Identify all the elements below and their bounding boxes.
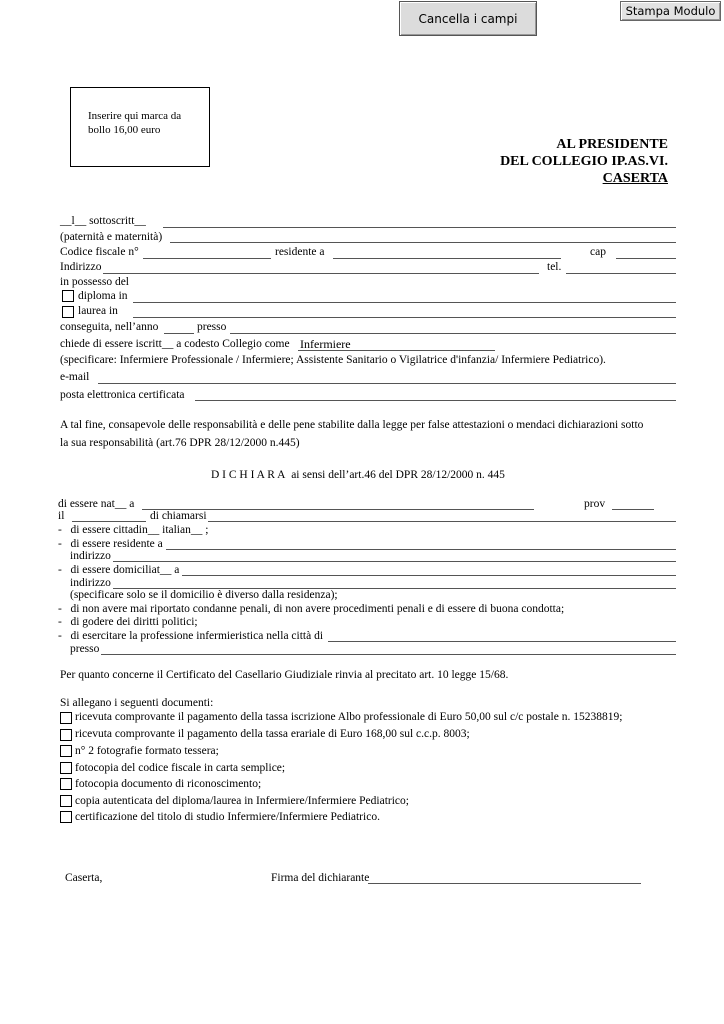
field-data-nascita[interactable] — [72, 521, 146, 522]
dichiara-word: D I C H I A R A — [211, 469, 286, 481]
decl-diritti: - di godere dei diritti politici; — [58, 616, 198, 628]
label-presso: presso — [197, 321, 227, 333]
header-line-3: CASERTA — [602, 171, 668, 186]
field-decl-indirizzo[interactable] — [113, 561, 676, 562]
allegato-item-3: n° 2 fotografie formato tessera; — [75, 745, 219, 757]
label-paternita: (paternità e maternità) — [60, 231, 163, 243]
allegati-title: Si allegano i seguenti documenti: — [60, 697, 214, 709]
footer-place: Caserta, — [65, 872, 103, 884]
field-domicilio[interactable] — [182, 575, 676, 576]
label-chiamarsi: di chiamarsi — [150, 510, 207, 522]
label-diploma: diploma in — [78, 290, 128, 302]
recipient-header — [500, 136, 668, 187]
field-presso[interactable] — [230, 333, 676, 334]
label-residente: residente a — [275, 246, 325, 258]
label-il: il — [58, 510, 65, 522]
label-nato: di essere nat__ a — [58, 498, 135, 510]
field-residente[interactable] — [333, 258, 561, 259]
label-chiede: chiede di essere iscritt__ a codesto Collegio come — [60, 338, 290, 350]
label-indirizzo: Indirizzo — [60, 261, 102, 273]
label-sottoscritto: __l__ sottoscritt__ — [60, 215, 146, 227]
casellario-text: Per quanto concerne il Certificato del Casellario Giudiziale rinvia al precitato art. 10 legge 15/68. — [60, 669, 509, 681]
label-in-possesso: in possesso del — [60, 276, 129, 288]
label-esercitare: di esercitare la professione infermieristica nella città di — [70, 630, 324, 642]
label-diritti: di godere dei diritti politici; — [70, 616, 198, 628]
field-prov[interactable] — [612, 509, 654, 510]
allegato-checkbox-5[interactable] — [60, 778, 72, 790]
field-firma[interactable] — [368, 883, 641, 884]
label-cittadin: di essere cittadin__ italian__ ; — [70, 524, 209, 536]
field-indirizzo[interactable] — [103, 273, 539, 274]
label-condanne: di non avere mai riportato condanne penali, di non avere procedimenti penali e di essere di buona condotta; — [70, 603, 565, 615]
label-specificare: (specificare: Infermiere Professionale / Infermiere; Assistente Sanitario o Vigilatrice d'infanzia/ Infermiere Pediatrico). — [60, 354, 606, 366]
allegato-item-1: ricevuta comprovante il pagamento della tassa iscrizione Albo professionale di Euro 50,00 sul c/c postale n. 15238819; — [75, 711, 623, 723]
allegato-checkbox-2[interactable] — [60, 729, 72, 741]
label-specificare-dom: (specificare solo se il domicilio è diverso dalla residenza); — [70, 589, 338, 601]
label-cap: cap — [590, 246, 606, 258]
field-iscrizione-value[interactable]: Infermiere — [300, 337, 351, 351]
allegato-checkbox-7[interactable] — [60, 811, 72, 823]
label-conseguita: conseguita, nell’anno — [60, 321, 159, 333]
field-iscrizione[interactable] — [298, 350, 495, 351]
allegato-checkbox-3[interactable] — [60, 745, 72, 757]
header-line-2: DEL COLLEGIO IP.AS.VI. — [500, 154, 668, 169]
footer-firma-label: Firma del dichiarante — [271, 872, 370, 884]
field-tel[interactable] — [566, 273, 676, 274]
field-paternita[interactable] — [170, 242, 676, 243]
print-form-button[interactable]: Stampa Modulo — [620, 1, 721, 21]
label-email: e-mail — [60, 371, 90, 383]
intro-line-2: la sua responsabilità (art.76 DPR 28/12/2000 n.445) — [60, 437, 300, 449]
field-laurea[interactable] — [133, 317, 676, 318]
label-decl-indirizzo: indirizzo — [70, 550, 111, 562]
stamp-box-text: Inserire qui marca da bollo 16,00 euro — [88, 110, 182, 136]
allegato-item-5: fotocopia documento di riconoscimento; — [75, 778, 262, 790]
decl-domicilio: - di essere domiciliat__ a — [58, 564, 180, 576]
allegato-checkbox-6[interactable] — [60, 795, 72, 807]
header-line-1: AL PRESIDENTE — [556, 137, 668, 152]
field-decl-presso[interactable] — [101, 654, 676, 655]
field-codice-fiscale[interactable] — [143, 258, 271, 259]
revenue-stamp-box — [70, 87, 210, 167]
allegato-item-4: fotocopia del codice fiscale in carta semplice; — [75, 762, 286, 774]
allegato-checkbox-1[interactable] — [60, 712, 72, 724]
label-decl-indirizzo-2: indirizzo — [70, 577, 111, 589]
label-tel: tel. — [547, 261, 562, 273]
label-domiciliat: di essere domiciliat__ a — [70, 564, 180, 576]
label-codice-fiscale: Codice fiscale n° — [60, 246, 139, 258]
diploma-checkbox[interactable] — [62, 290, 74, 302]
label-laurea: laurea in — [78, 305, 118, 317]
dichiara-heading — [211, 469, 505, 481]
allegato-checkbox-4[interactable] — [60, 762, 72, 774]
label-prov: prov — [584, 498, 606, 510]
allegato-item-7: certificazione del titolo di studio Infermiere/Infermiere Pediatrico. — [75, 811, 380, 823]
field-anno[interactable] — [164, 333, 194, 334]
dichiara-rest: ai sensi dell’art.46 del DPR 28/12/2000 n. 445 — [291, 469, 505, 481]
label-decl-residente: di essere residente a — [70, 538, 163, 550]
field-diploma[interactable] — [133, 302, 676, 303]
field-citta-esercizio[interactable] — [328, 641, 676, 642]
decl-cittadinanza: - di essere cittadin__ italian__ ; — [58, 524, 209, 536]
field-decl-residente[interactable] — [166, 549, 676, 550]
label-pec: posta elettronica certificata — [60, 389, 185, 401]
laurea-checkbox[interactable] — [62, 306, 74, 318]
field-name[interactable] — [163, 227, 676, 228]
field-pec[interactable] — [195, 400, 676, 401]
clear-fields-button[interactable]: Cancella i campi — [399, 1, 537, 36]
allegato-item-2: ricevuta comprovante il pagamento della tassa erariale di Euro 168,00 sul c.c.p. 8003; — [75, 728, 470, 740]
label-decl-presso: presso — [70, 643, 100, 655]
decl-esercitare: - di esercitare la professione infermieristica nella città di — [58, 630, 324, 642]
field-email[interactable] — [98, 383, 676, 384]
field-chiamarsi[interactable] — [208, 521, 676, 522]
allegato-item-6: copia autenticata del diploma/laurea in Infermiere/Infermiere Pediatrico; — [75, 795, 409, 807]
intro-line-1: A tal fine, consapevole delle responsabilità e delle pene stabilite dalla legge per false attestazioni o mendaci dichiarazioni sotto — [60, 419, 644, 431]
decl-residente: - di essere residente a — [58, 538, 163, 550]
field-cap[interactable] — [616, 258, 676, 259]
decl-condanne: - di non avere mai riportato condanne penali, di non avere procedimenti penali e di essere di buona condotta; — [58, 603, 565, 615]
